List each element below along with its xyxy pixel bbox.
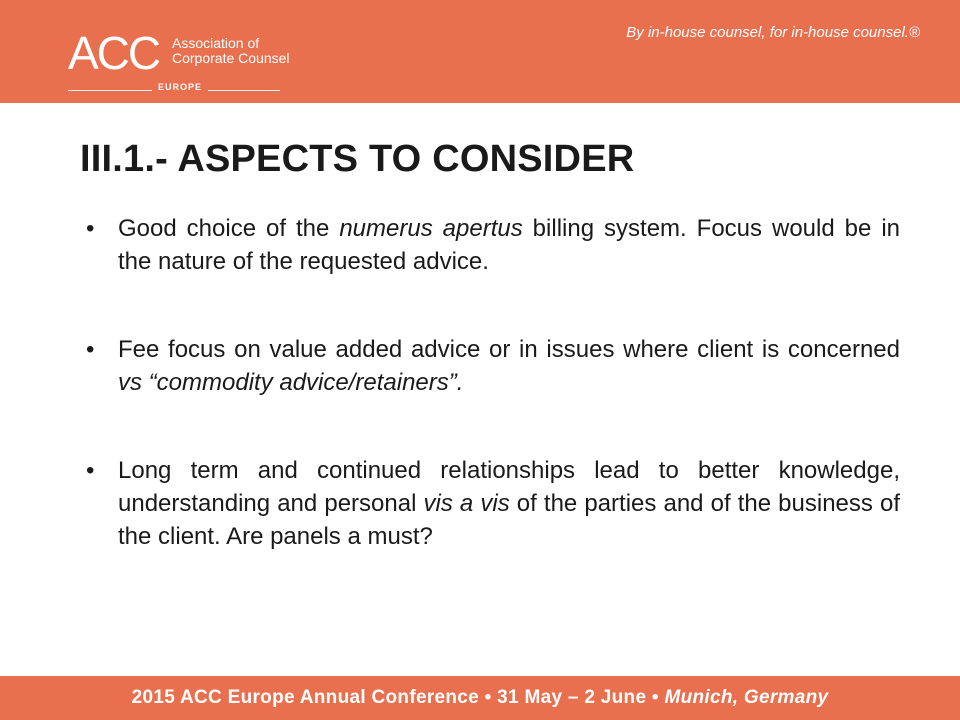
- bullet-text: of the parties and of the business of the client. Are panels a must?: [118, 490, 900, 550]
- logo-org-line2: Corporate Counsel: [172, 50, 290, 66]
- bullet-text: Fee focus on value added advice or in issues where client is concerned: [118, 336, 900, 363]
- bullet-emphasis: numerus apertus: [339, 215, 523, 242]
- bullet-emphasis: vs “commodity advice/retainers”.: [118, 369, 464, 396]
- bullet-emphasis: vis a vis: [423, 490, 510, 517]
- slide-title: III.1.- ASPECTS TO CONSIDER: [80, 138, 635, 180]
- footer-banner: [0, 676, 960, 720]
- logo-rule-right: [208, 90, 280, 91]
- header-banner: [0, 0, 960, 103]
- bullet-item: [86, 333, 900, 399]
- bullet-text: billing system. Focus would be in the nature of the requested advice.: [118, 215, 900, 275]
- logo-acc-text: ACC: [68, 27, 160, 79]
- bullet-marker: •: [86, 336, 95, 363]
- acc-europe-logo: [68, 24, 368, 96]
- logo-org-line1: Association of: [172, 35, 260, 51]
- bullet-item: [86, 212, 900, 278]
- logo-org-name: [172, 36, 290, 66]
- bullet-marker: •: [86, 457, 95, 484]
- bullet-text: Long term and continued relationships lead to better knowledge, understanding and personal: [118, 457, 900, 517]
- tagline: By in-house counsel, for in-house counsel.®: [626, 24, 920, 41]
- bullet-list: [86, 212, 900, 608]
- bullet-text: Good choice of the: [118, 215, 340, 242]
- footer-event-text: 2015 ACC Europe Annual Conference • 31 May – 2 June •: [131, 687, 659, 708]
- footer-location: Munich, Germany: [664, 687, 829, 708]
- logo-region: EUROPE: [158, 82, 203, 92]
- bullet-item: [86, 454, 900, 553]
- bullet-marker: •: [86, 215, 95, 242]
- logo-rule-left: [68, 90, 152, 91]
